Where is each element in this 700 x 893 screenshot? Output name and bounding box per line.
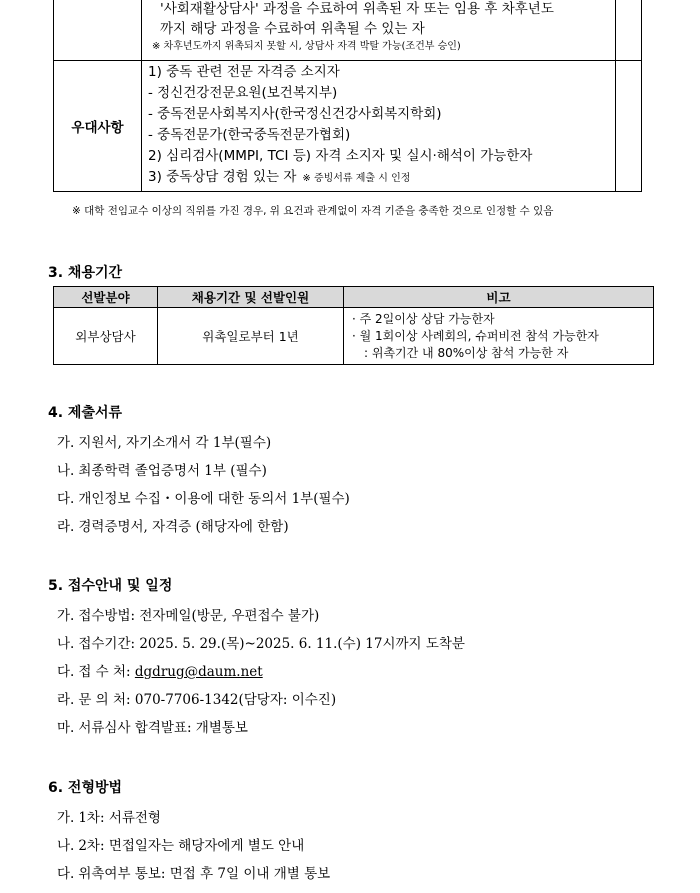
eligibility-footnote: ※ 대학 전임교수 이상의 직위를 가진 경우, 위 요건과 관계없이 자격 기준을 충족한 것으로 인정할 수 있음 <box>72 205 554 217</box>
section3-title: 3. 채용기간 <box>48 265 123 281</box>
section4-title: 4. 제출서류 <box>48 405 123 421</box>
item-text: 접수방법: 전자메일(방문, 우편접수 불가) <box>78 608 320 624</box>
item-text: 지원서, 자기소개서 각 1부(필수) <box>78 435 272 451</box>
qualification-top-row <box>54 0 642 61</box>
item-text: 2차: 면접일자는 해당자에게 별도 안내 <box>78 838 305 854</box>
item-label: 가. <box>57 608 75 624</box>
period-table <box>53 286 654 365</box>
preferred-line: 1) 중독 관련 전문 자격증 소지자 <box>148 64 340 80</box>
preferred-line: 2) 심리검사(MMPI, TCI 등) 자격 소지자 및 실시·해석이 가능한자 <box>148 148 533 164</box>
period-notes-cell <box>344 308 654 365</box>
period-header-field: 선발분야 <box>54 287 158 308</box>
item-label: 가. <box>57 435 75 451</box>
preferred-line: - 중독전문가(한국중독전문가협회) <box>148 127 351 143</box>
item-label: 나. <box>57 838 75 854</box>
item-text: 경력증명서, 자격증 (해당자에 한함) <box>78 519 289 535</box>
section5-item <box>57 604 319 624</box>
section4-item <box>57 487 350 507</box>
period-header-period: 채용기간 및 선발인원 <box>158 287 344 308</box>
section5-item <box>57 716 248 736</box>
section6-title: 6. 전형방법 <box>48 780 123 796</box>
item-label: 라. <box>57 519 75 535</box>
period-duration-cell: 위촉일로부터 1년 <box>158 308 344 365</box>
item-label: 다. <box>57 664 75 680</box>
period-note: : 위촉기간 내 80%이상 참석 가능한 자 <box>364 345 569 360</box>
item-label: 가. <box>57 810 75 826</box>
period-field-cell: 외부상담사 <box>54 308 158 365</box>
item-text: 최종학력 졸업증명서 1부 (필수) <box>78 463 267 479</box>
section6-item <box>57 834 304 854</box>
section6-item <box>57 806 161 826</box>
qualification-table <box>53 0 642 192</box>
section4-item <box>57 515 289 535</box>
preferred-blank-cell <box>616 61 642 192</box>
email-link[interactable]: dgdrug@daum.net <box>134 664 263 680</box>
qualification-line: '사회재활상담사' 과정을 수료하여 위촉된 자 또는 임용 후 차후년도 <box>160 1 554 17</box>
preferred-line-text: 3) 중독상담 경험 있는 자 <box>148 169 297 185</box>
section4-item <box>57 459 267 479</box>
item-text: 서류심사 합격발표: 개별통보 <box>78 720 248 736</box>
item-text: 위촉여부 통보: 면접 후 7일 이내 개별 통보 <box>78 866 331 882</box>
preferred-line: - 중독전문사회복지사(한국정신건강사회복지학회) <box>148 106 442 122</box>
item-text: 접수기간: 2025. 5. 29.(목)~2025. 6. 11.(수) 17시까지 도착분 <box>78 636 465 652</box>
preferred-inline-note: ※ 증빙서류 제출 시 인정 <box>302 173 411 184</box>
item-label: 마. <box>57 720 75 736</box>
period-table-header <box>54 287 654 308</box>
qualification-blank-cell <box>616 0 642 61</box>
item-label: 다. <box>57 491 75 507</box>
item-text: 개인정보 수집・이용에 대한 동의서 1부(필수) <box>78 491 350 507</box>
item-label: 다. <box>57 866 75 882</box>
section6-item <box>57 862 330 882</box>
section5-item <box>57 660 263 680</box>
period-table-row <box>54 308 654 365</box>
section5-item <box>57 632 465 652</box>
preferred-row <box>54 61 642 192</box>
qualification-line: 까지 해당 과정을 수료하여 위촉될 수 있는 자 <box>160 21 425 37</box>
period-note: · 주 2일이상 상담 가능한자 <box>352 311 495 326</box>
item-label: 나. <box>57 636 75 652</box>
period-header-notes: 비고 <box>344 287 654 308</box>
section5-title: 5. 접수안내 및 일정 <box>48 578 173 594</box>
preferred-content-cell <box>142 61 616 192</box>
preferred-line: - 정신건강전문요원(보건복지부) <box>148 85 338 101</box>
item-label: 라. <box>57 692 75 708</box>
section4-item <box>57 431 271 451</box>
item-text: 1차: 서류전형 <box>78 810 161 826</box>
preferred-line <box>142 167 615 189</box>
section5-item <box>57 688 336 708</box>
item-text: 문 의 처: 070-7706-1342(담당자: 이수진) <box>78 692 337 708</box>
preferred-label: 우대사항 <box>54 61 142 192</box>
qualification-top-content-cell <box>142 0 616 61</box>
item-text: 접 수 처: <box>78 664 135 680</box>
qualification-note: ※ 차후년도까지 위촉되지 못할 시, 상담사 자격 박탈 가능(조건부 승인) <box>152 41 461 52</box>
item-label: 나. <box>57 463 75 479</box>
qualification-top-label-cell <box>54 0 142 61</box>
period-note: · 월 1회이상 사례회의, 슈퍼비전 참석 가능한자 <box>352 328 599 343</box>
